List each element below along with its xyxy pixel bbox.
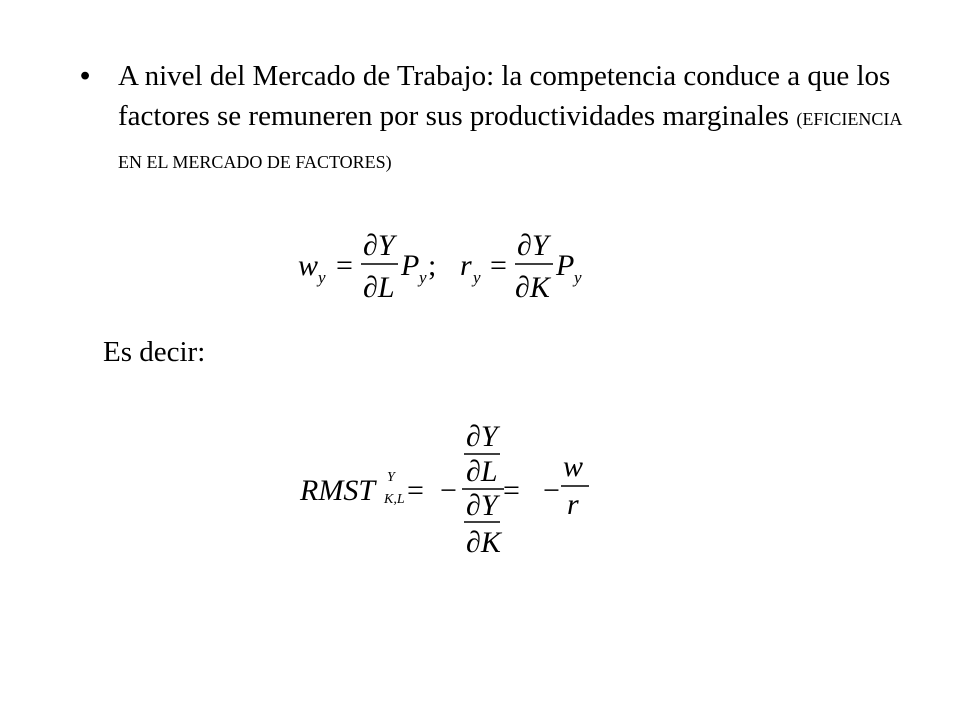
- bullet-note: (EFICIENCIA EN EL MERCADO DE FACTORES): [118, 109, 902, 172]
- eq1-P-2: P: [556, 249, 575, 282]
- eq2-minus-2: −: [543, 474, 560, 507]
- eq1-w: w: [298, 249, 319, 282]
- eq1-equals-1: =: [336, 249, 353, 282]
- eq1-num-1: ∂Y: [363, 229, 395, 262]
- eq2-inner-den-bottom: ∂K: [466, 526, 501, 559]
- eq1-r: r: [460, 249, 472, 282]
- bullet-marker: •: [80, 60, 91, 92]
- eq1-r-sub: y: [473, 268, 481, 287]
- eq2-inner-num-bottom: ∂Y: [466, 489, 498, 522]
- eq2-minus-1: −: [440, 474, 457, 507]
- eq1-P-sub-1: y: [419, 268, 427, 287]
- bullet-main-text: A nivel del Mercado de Trabajo: la competencia conduce a que los factores se remuneren por sus productividades marginales: [118, 60, 891, 132]
- eq1-P-sub-2: y: [574, 268, 582, 287]
- eq2-superscript: Y: [387, 470, 395, 485]
- eq2-equals-2: =: [503, 474, 520, 507]
- eq1-num-2: ∂Y: [517, 229, 549, 262]
- eq2-rmst: RMST: [300, 474, 375, 507]
- eq1-den-2: ∂K: [515, 271, 550, 304]
- eq2-w: w: [563, 450, 584, 483]
- eq1-equals-2: =: [490, 249, 507, 282]
- eq1-P-1: P: [401, 249, 420, 282]
- eq1-w-sub: y: [318, 268, 326, 287]
- eq2-r: r: [567, 488, 579, 521]
- es-decir-label: Es decir:: [103, 336, 206, 368]
- eq2-inner-num-top: ∂Y: [466, 420, 498, 453]
- eq2-inner-den-top: ∂L: [466, 455, 498, 488]
- eq2-equals-1: =: [407, 474, 424, 507]
- eq1-separator: ;: [428, 249, 437, 282]
- eq1-den-1: ∂L: [363, 271, 395, 304]
- eq2-subscript: K,L: [384, 492, 405, 507]
